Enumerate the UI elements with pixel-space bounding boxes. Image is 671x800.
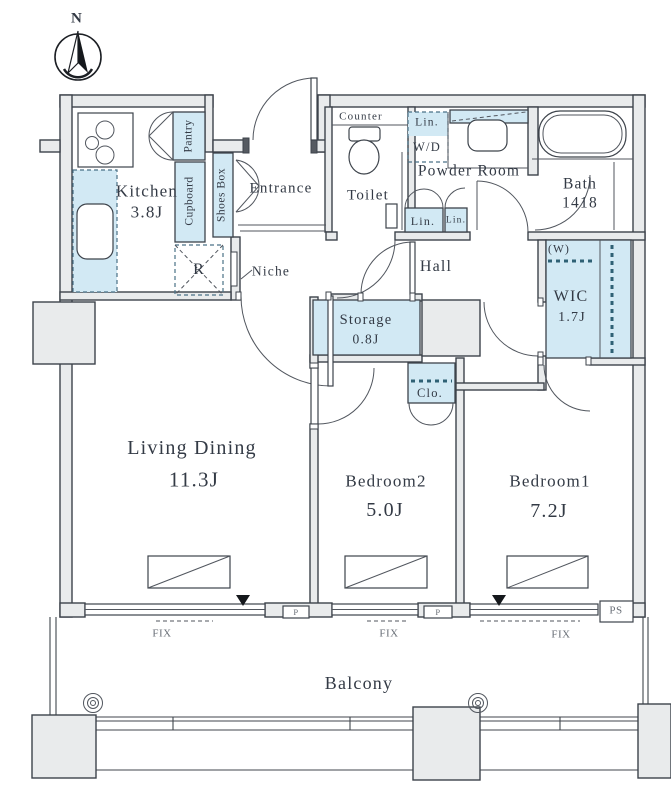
refrigerator-label: R — [193, 261, 205, 278]
compass — [55, 31, 101, 80]
kitchen-label: Kitchen — [115, 181, 179, 201]
powder-door-arc — [477, 181, 528, 232]
storage-label: Storage — [339, 311, 393, 328]
fix-window-label-bedroom2: FIX — [379, 627, 399, 640]
niche-label: Niche — [251, 263, 291, 279]
bedroom1-door-arc — [544, 365, 590, 411]
hanger-pipe-label: (W) — [547, 243, 571, 256]
storage-door-arc — [361, 242, 413, 294]
pillar-bottom-left — [32, 715, 96, 778]
entrance-area — [238, 78, 326, 231]
powder-room-label: Powder Room — [417, 162, 521, 180]
niche-recess — [231, 252, 252, 286]
bedroom1-size: 7.2J — [530, 500, 568, 522]
wic-label: WIC — [553, 288, 589, 305]
entrance-label: Entrance — [249, 180, 313, 197]
wash-basin — [468, 120, 507, 151]
shoes-box-label: Shoes Box — [215, 167, 228, 223]
balcony-label: Balcony — [324, 673, 394, 693]
fix-window-label-living: FIX — [152, 627, 172, 640]
pillar-bottom-right — [638, 704, 671, 778]
toilet-cabinet — [386, 204, 397, 228]
toilet-label: Toilet — [347, 187, 389, 204]
door-frame-left — [243, 138, 249, 153]
compass-north-label: N — [70, 10, 84, 27]
bedroom2-label: Bedroom2 — [345, 471, 427, 491]
drain-left — [84, 694, 103, 713]
living-dining-label: Living Dining — [127, 437, 257, 459]
living-door-leaf — [328, 296, 333, 386]
closet-label: Clo. — [417, 385, 443, 400]
toilet-counter-label: Counter — [339, 110, 383, 123]
washer-dryer-label: W/D — [413, 139, 441, 154]
pipe-space-box — [422, 300, 480, 356]
kitchen-sink — [77, 204, 113, 259]
bath-size: 1418 — [562, 194, 598, 212]
storage-door-leaf — [410, 242, 415, 294]
entrance-door-arc — [253, 78, 315, 140]
bedroom2-door-leaf — [311, 368, 318, 424]
kitchen-size: 3.8J — [130, 202, 164, 222]
pipe-label-left: P — [293, 606, 299, 617]
furniture-marks — [148, 556, 588, 588]
pillar-left — [33, 302, 95, 364]
wic-door-arc — [484, 302, 538, 356]
pillar-bottom-center — [413, 707, 480, 780]
bedroom2-door-arc — [318, 368, 374, 424]
entrance-door-leaf — [311, 78, 317, 140]
storage-size: 0.8J — [352, 331, 380, 347]
fix-window-label-bedroom1: FIX — [551, 628, 571, 641]
toilet-bowl — [349, 140, 379, 174]
linen-right-label: Lin. — [445, 215, 467, 226]
linen-left-label: Lin. — [410, 214, 436, 228]
pipe-shaft-label: PS — [609, 604, 623, 617]
living-dining-size: 11.3J — [168, 467, 220, 492]
cupboard-label: Cupboard — [183, 176, 196, 226]
wic-size: 1.7J — [558, 310, 586, 325]
bedroom2-size: 5.0J — [366, 499, 404, 521]
bath-fixtures — [532, 111, 633, 230]
linen-upper-label: Lin. — [415, 116, 439, 129]
bath-label: Bath — [562, 175, 598, 193]
niche-pointer-line — [241, 270, 252, 279]
toilet-tank — [349, 127, 380, 141]
toilet-fixtures — [332, 125, 408, 298]
bedroom1-label: Bedroom1 — [509, 471, 591, 491]
south-windows — [85, 595, 633, 622]
hall-label: Hall — [419, 258, 453, 275]
balcony-structure — [32, 617, 671, 780]
pantry-label: Pantry — [182, 119, 195, 153]
pipe-label-center: P — [435, 606, 441, 617]
